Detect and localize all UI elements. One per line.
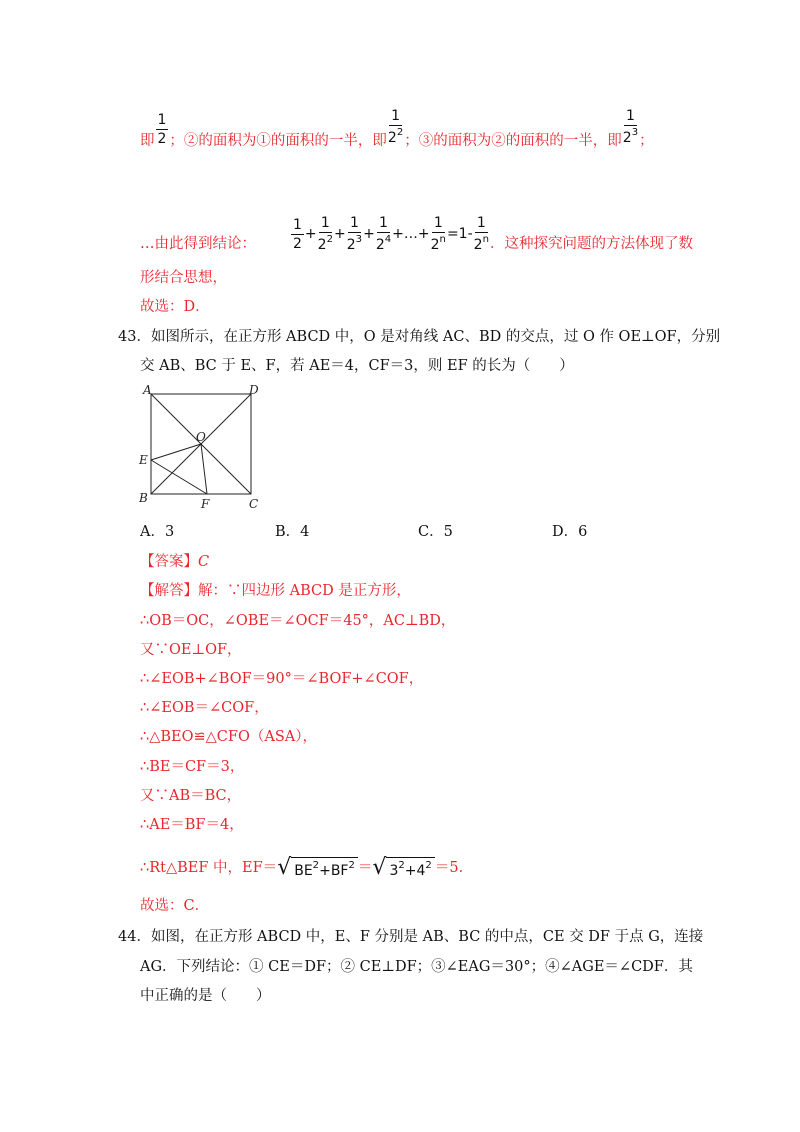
result-text: ＝5． <box>434 860 474 876</box>
label-f: F <box>201 497 210 511</box>
series-formula <box>290 212 490 256</box>
series-prefix: …由此得到结论： <box>140 236 256 252</box>
exponent: 2 <box>312 859 320 871</box>
radicand-term: BE <box>294 862 313 879</box>
label-e: E <box>139 453 148 467</box>
series-term-4 <box>376 216 391 252</box>
solution-line-5: ∴∠EOB＝∠COF， <box>140 700 269 716</box>
question-44-line-2: AG．下列结论：① CE＝DF；② CE⊥DF；③∠EAG＝30°；④∠AGE＝∠CDF．其 <box>140 959 693 975</box>
equals-one-minus: =1- <box>446 226 473 242</box>
plus-sign: + <box>334 226 346 242</box>
series-conclusion-line <box>140 212 693 256</box>
equals-sign: ＝ <box>357 860 373 876</box>
frac-base: 2 <box>375 237 385 254</box>
frac-num: 1 <box>391 107 401 124</box>
solution-line-8: 又∵AB＝BC， <box>140 788 242 804</box>
frac-exp: 2 <box>326 233 333 245</box>
frac-num: 1 <box>157 111 167 128</box>
radicand <box>291 857 358 880</box>
frac-exp: 4 <box>384 233 392 245</box>
label-a: A <box>143 383 152 397</box>
frac-den <box>318 233 333 252</box>
segment-ef <box>151 460 207 494</box>
area-text-3: ；③的面积为②的面积的一半，即 <box>404 133 622 149</box>
frac-num: 1 <box>293 216 302 233</box>
frac-den <box>347 233 362 252</box>
area-text-2: ；②的面积为①的面积的一半，即 <box>169 133 387 149</box>
radicand-term: 3 <box>389 862 399 879</box>
ji-text: 即 <box>140 133 155 149</box>
fraction-half <box>156 113 169 146</box>
sqrt-be-bf <box>277 857 358 880</box>
option-b[interactable]: B．4 <box>275 524 310 540</box>
plus-sign: + <box>417 226 430 242</box>
plus-sign: + <box>392 226 404 242</box>
rt-prefix: ∴Rt△BEF 中，EF＝ <box>140 860 278 876</box>
question-44-line-3: 中正确的是（ ） <box>140 988 271 1004</box>
label-c: C <box>249 497 259 511</box>
option-a[interactable]: A．3 <box>140 524 175 540</box>
question-43-line-2: 交 AB、BC 于 E、F，若 AE＝4，CF＝3，则 EF 的长为（ ） <box>140 358 574 374</box>
fraction-quarter <box>388 109 403 145</box>
fraction-eighth <box>623 109 638 145</box>
radicand <box>386 857 434 880</box>
label-b: B <box>139 491 148 505</box>
exponent: 2 <box>398 859 405 871</box>
solution-line-9: ∴AE＝BF＝4， <box>140 817 244 833</box>
radicand-term: +BF <box>319 862 349 879</box>
answer-line <box>140 552 209 572</box>
radical-sign: √ <box>372 855 387 881</box>
answer-tag: 【答案】 <box>140 554 198 570</box>
analysis-tag: 【解答】 <box>140 583 198 599</box>
solution-line-6: ∴△BEO≌△CFO（ASA）， <box>140 729 317 745</box>
frac-den <box>388 126 403 145</box>
solution-line-4: ∴∠EOB+∠BOF＝90°＝∠BOF+∠COF， <box>140 671 424 687</box>
frac-base: 2 <box>387 130 397 147</box>
plus-sign: + <box>304 226 317 242</box>
semicolon: ； <box>639 133 654 149</box>
frac-num: 1 <box>625 107 635 124</box>
frac-base: 2 <box>317 237 327 254</box>
exponent: 2 <box>348 859 355 871</box>
frac-den <box>623 126 638 145</box>
frac-num: 1 <box>379 214 388 231</box>
question-43-line-1: 43．如图所示，在正方形 ABCD 中，O 是对角线 AC、BD 的交点，过 O 作 OE⊥OF，分别 <box>118 329 721 345</box>
solution-text: 解：∵四边形 ABCD 是正方形， <box>198 583 411 599</box>
select-answer-42: 故选：D． <box>140 299 210 315</box>
series-suffix: ．这种探究问题的方法体现了数 <box>489 236 693 252</box>
frac-exp: n <box>482 233 489 245</box>
solution-line-2: ∴OB＝OC，∠OBE＝∠OCF＝45°，AC⊥BD， <box>140 613 456 629</box>
option-d[interactable]: D．6 <box>552 524 588 540</box>
frac-num: 1 <box>476 214 486 231</box>
solution-line-7: ∴BE＝CF＝3， <box>140 759 245 775</box>
frac-base: 2 <box>622 130 632 147</box>
solution-line-1 <box>140 581 411 601</box>
frac-exp: 3 <box>631 126 639 138</box>
area-halving-line <box>140 107 654 164</box>
frac-den <box>431 233 446 252</box>
radical-sign: √ <box>277 855 292 881</box>
exponent: 2 <box>425 859 432 871</box>
plus-sign: + <box>363 226 375 242</box>
frac-num: 1 <box>320 214 330 231</box>
series-result-term <box>474 216 489 252</box>
frac-num: 1 <box>433 214 443 231</box>
solution-line-ef <box>140 852 473 884</box>
label-o: O <box>196 430 206 444</box>
frac-base: 2 <box>346 237 356 254</box>
label-d: D <box>249 383 259 397</box>
sqrt-3-4 <box>372 857 434 880</box>
square-geometry-figure <box>135 382 275 512</box>
segment-of <box>201 444 207 494</box>
answer-value: C <box>198 554 210 570</box>
option-c[interactable]: C．5 <box>418 524 453 540</box>
solution-line-3: 又∵OE⊥OF， <box>140 642 242 658</box>
frac-base: 2 <box>430 237 440 254</box>
frac-exp: n <box>439 233 446 245</box>
frac-base: 2 <box>293 235 302 252</box>
select-answer-43: 故选：C． <box>140 898 210 914</box>
series-term-n <box>431 216 446 252</box>
frac-den <box>474 233 489 252</box>
frac-exp: 2 <box>396 126 404 138</box>
series-term-3 <box>347 216 362 252</box>
frac-exp: 3 <box>355 233 363 245</box>
frac-num: 1 <box>349 214 359 231</box>
series-continuation: 形结合思想， <box>140 270 227 286</box>
question-44-line-1: 44．如图，在正方形 ABCD 中，E、F 分别是 AB、BC 的中点，CE 交 DF 于点 G，连接 <box>118 929 704 945</box>
series-term-2 <box>318 216 333 252</box>
frac-den: 2 <box>157 130 167 147</box>
frac-den <box>376 233 391 252</box>
ellipsis: … <box>403 226 418 242</box>
series-term-1 <box>291 218 304 251</box>
frac-base: 2 <box>473 237 483 254</box>
radicand-term: +4 <box>404 862 426 879</box>
frac-den <box>293 235 302 251</box>
